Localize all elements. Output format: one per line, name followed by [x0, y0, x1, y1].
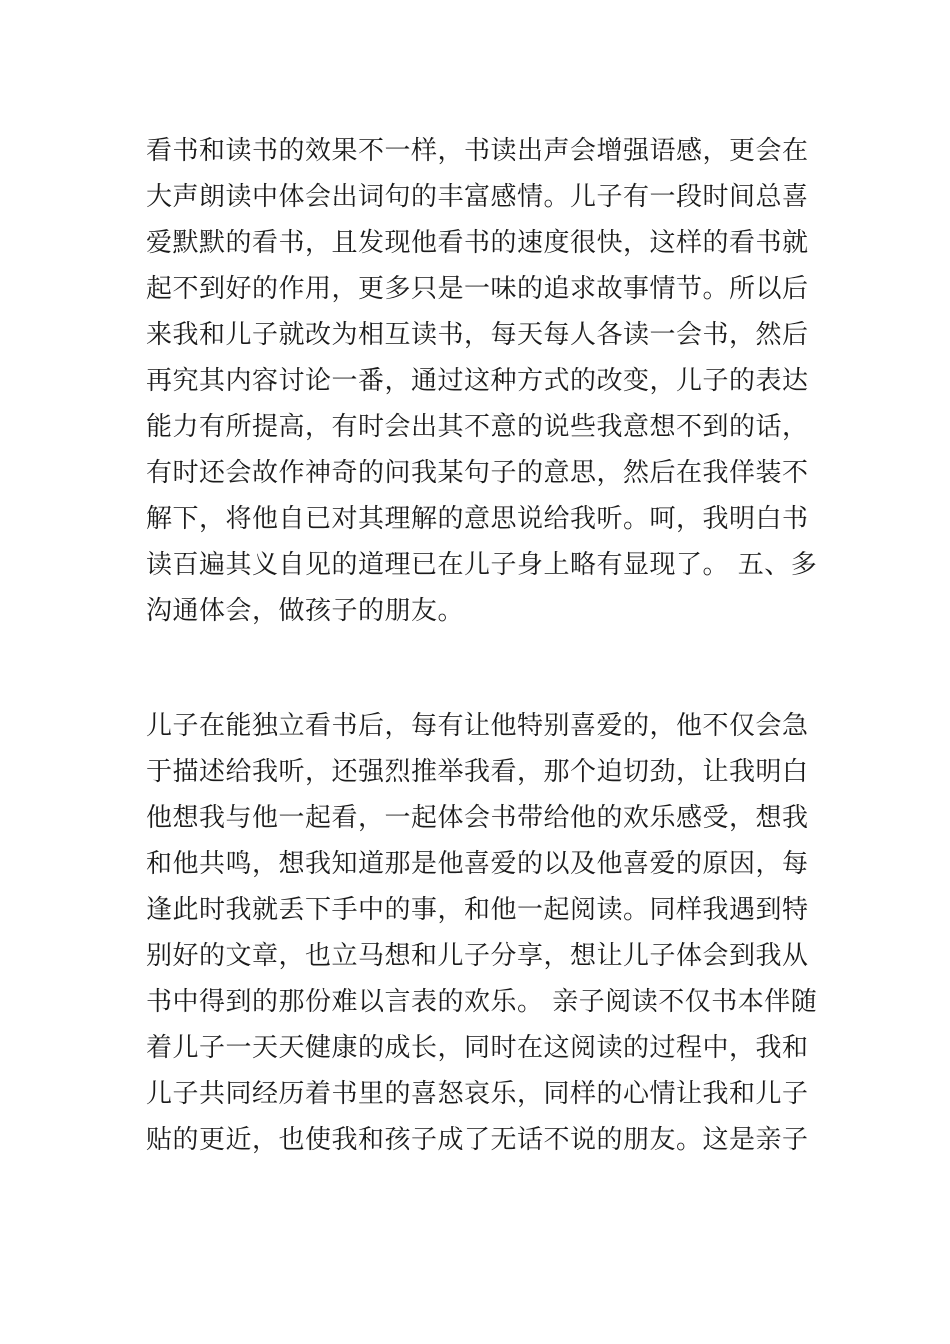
text-line: 沟通体会，做孩子的朋友。: [146, 596, 465, 626]
text-line: 看书和读书的效果不一样，书读出声会增强语感，更会在: [146, 136, 809, 166]
text-line: 着儿子一天天健康的成长，同时在这阅读的过程中，我和: [146, 1033, 809, 1063]
text-line: 有时还会故作神奇的问我某句子的意思，然后在我佯装不: [146, 458, 809, 488]
text-line: 再究其内容讨论一番，通过这种方式的改变，儿子的表达: [146, 366, 809, 396]
text-line: 他想我与他一起看，一起体会书带给他的欢乐感受，想我: [146, 803, 809, 833]
text-line: 儿子共同经历着书里的喜怒哀乐，同样的心情让我和儿子: [146, 1079, 809, 1109]
text-line: 逢此时我就丢下手中的事，和他一起阅读。同样我遇到特: [146, 895, 809, 925]
text-line: 大声朗读中体会出词句的丰富感情。儿子有一段时间总喜: [146, 182, 809, 212]
text-line: 儿子在能独立看书后，每有让他特别喜爱的，他不仅会急: [146, 711, 809, 741]
text-line: 和他共鸣，想我知道那是他喜爱的以及他喜爱的原因，每: [146, 849, 809, 879]
text-line: 能力有所提高，有时会出其不意的说些我意想不到的话，: [146, 412, 809, 442]
text-line: 读百遍其义自见的道理已在儿子身上略有显现了。 五、多: [146, 550, 818, 580]
text-line: 别好的文章，也立马想和儿子分享，想让儿子体会到我从: [146, 941, 809, 971]
text-line: 于描述给我听，还强烈推举我看，那个迫切劲，让我明白: [146, 757, 809, 787]
text-line: 书中得到的那份难以言表的欢乐。 亲子阅读不仅书本伴随: [146, 987, 818, 1017]
text-line: 来我和儿子就改为相互读书，每天每人各读一会书，然后: [146, 320, 809, 350]
text-line: 贴的更近，也使我和孩子成了无话不说的朋友。这是亲子: [146, 1125, 809, 1155]
text-line: 起不到好的作用，更多只是一味的追求故事情节。所以后: [146, 274, 809, 304]
text-line: 解下，将他自已对其理解的意思说给我听。呵，我明白书: [146, 504, 809, 534]
text-line: 爱默默的看书，且发现他看书的速度很快，这样的看书就: [146, 228, 809, 258]
